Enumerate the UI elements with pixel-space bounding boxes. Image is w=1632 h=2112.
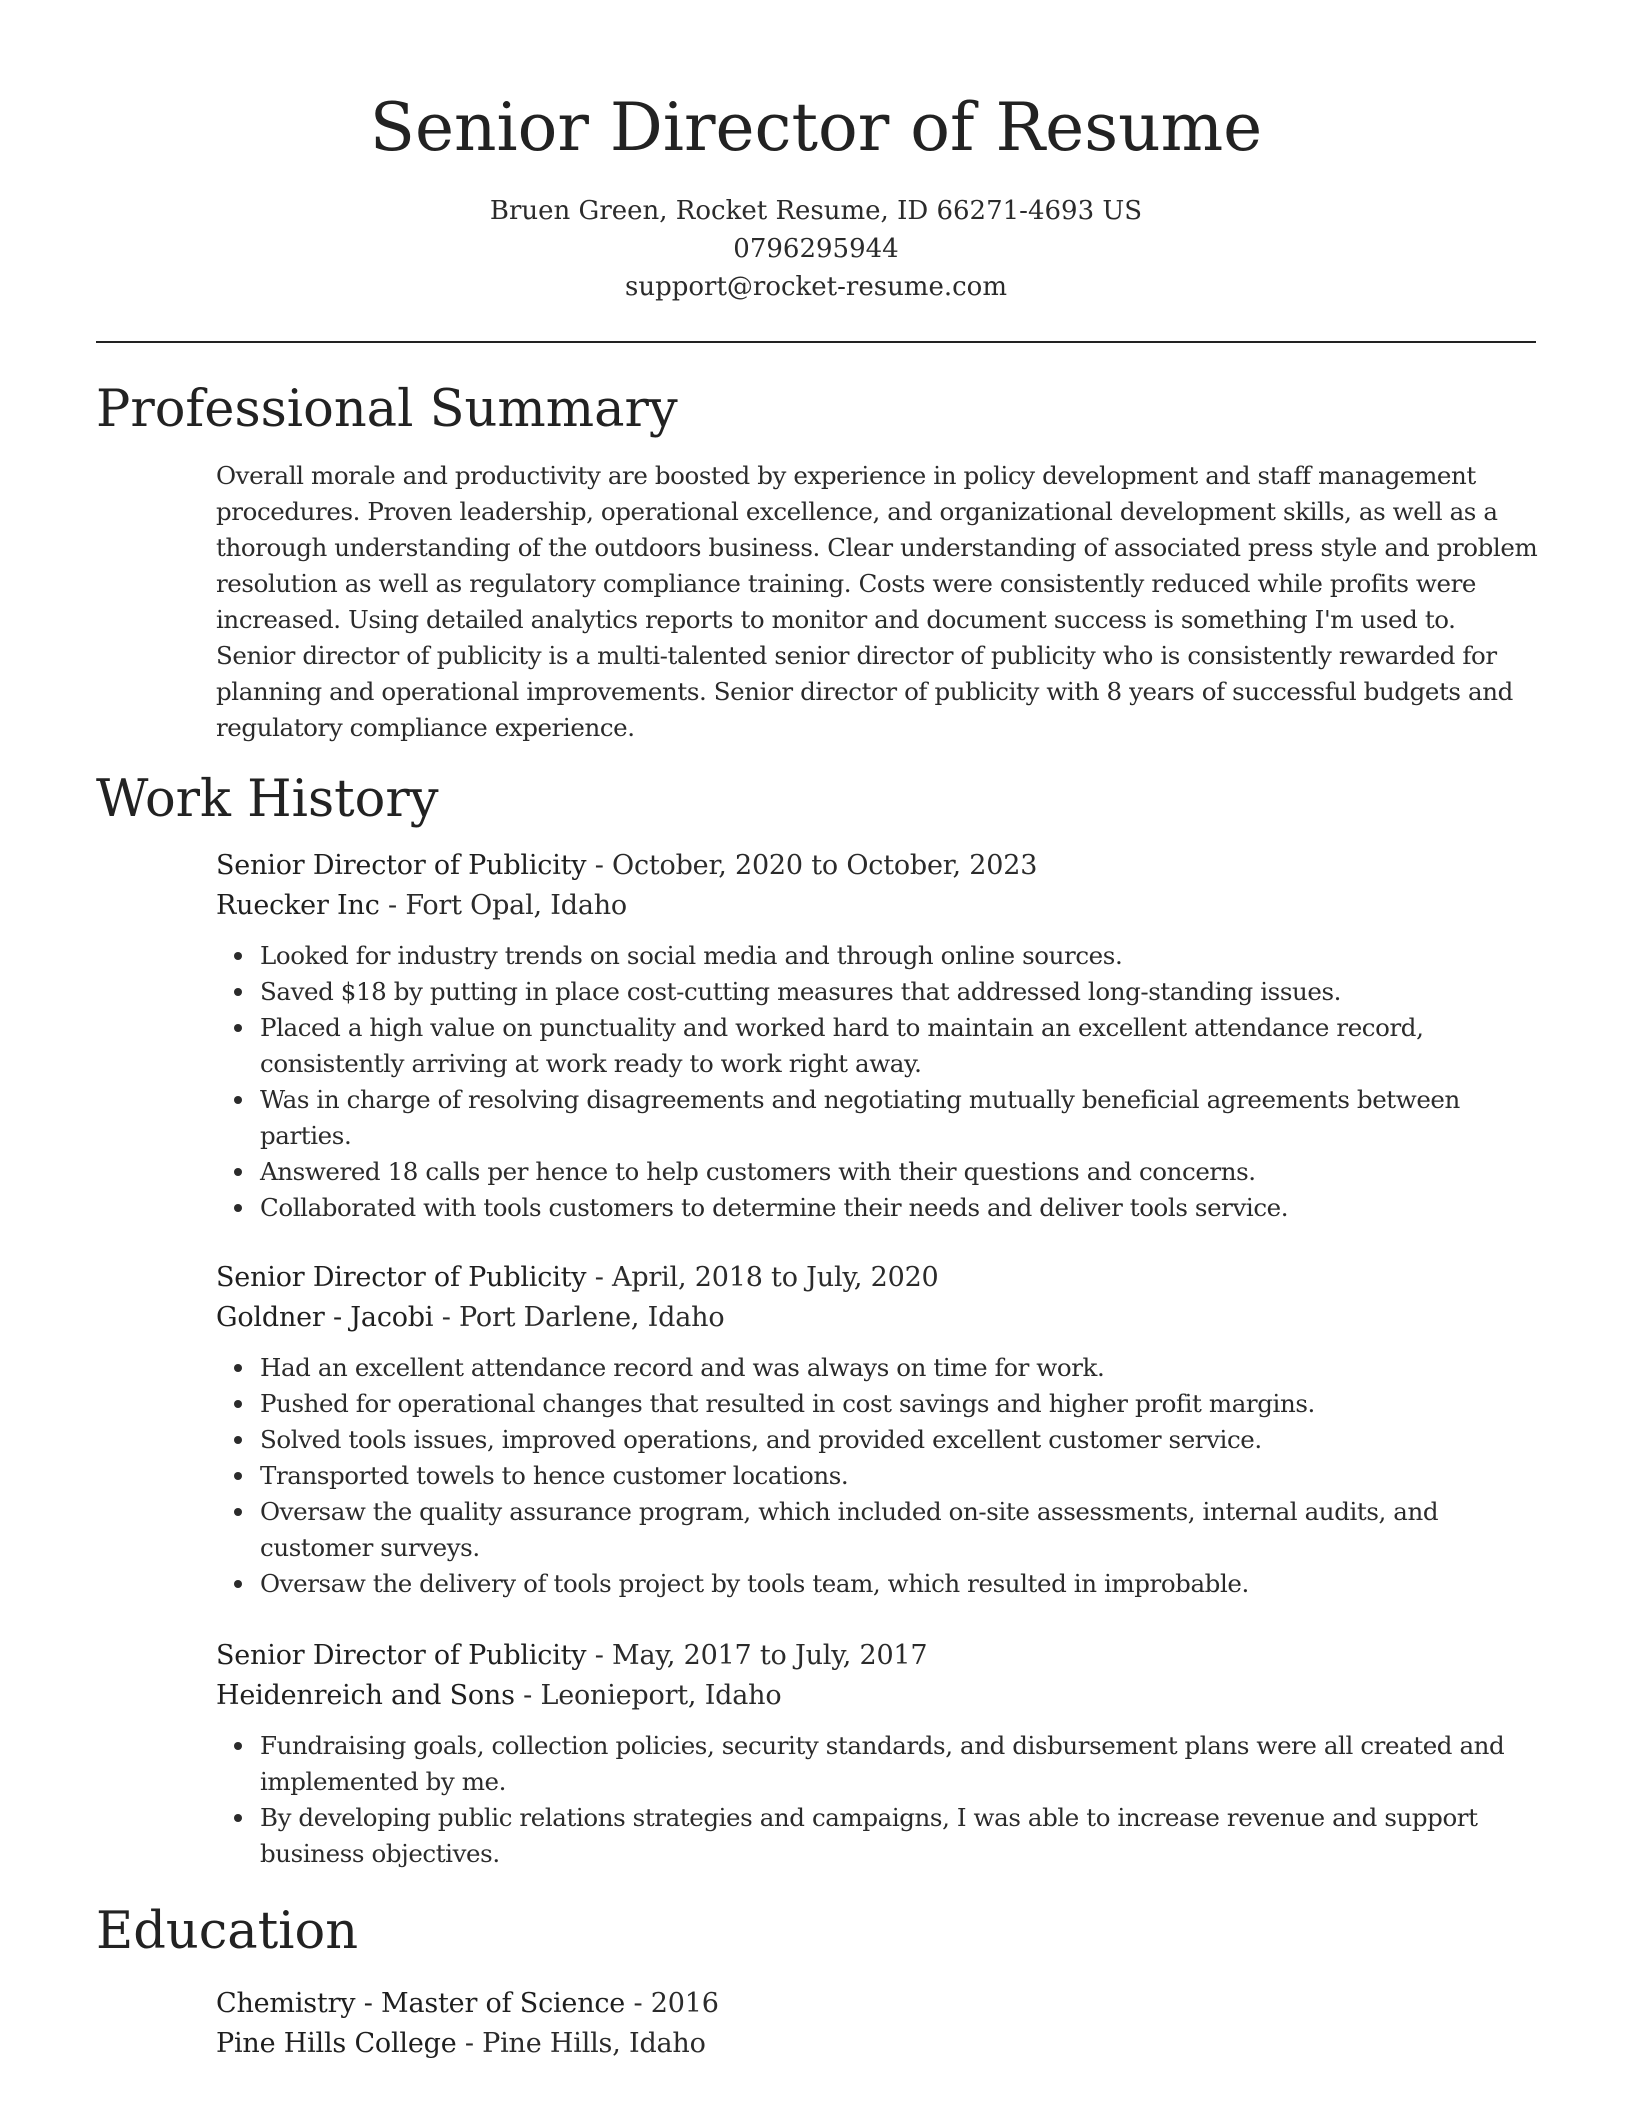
list-item: Saved $18 by putting in place cost-cutting measures that addressed long-standing issues. — [260, 974, 1538, 1010]
list-item: Looked for industry trends on social media and through online sources. — [260, 938, 1538, 974]
list-item: Pushed for operational changes that resulted in cost savings and higher profit margins. — [260, 1386, 1538, 1422]
contact-email: support@rocket-resume.com — [624, 272, 1007, 302]
job-entry — [216, 1636, 1538, 1872]
job-company: Ruecker Inc — [216, 890, 380, 921]
job-bullets — [216, 938, 1538, 1226]
summary-text: Overall morale and productivity are boosted by experience in policy development and staff management procedures. Proven leadership, operational excellence, and organizational development skills, as well as a thorough understanding of the outdoors business. Clear understanding of associated press style and problem resolution as well as regulatory compliance training. Costs were consistently reduced while profits were increased. Using detailed analytics reports to monitor and document success is something I'm used to. Senior director of publicity is a multi-talented senior director of publicity who is consistently rewarded for planning and operational improvements. Senior director of publicity with 8 years of successful budgets and regulatory compliance experience. — [216, 461, 1538, 742]
list-item: Oversaw the delivery of tools project by tools team, which resulted in improbable. — [260, 1566, 1538, 1602]
education-degree-line — [216, 1984, 1538, 2024]
job-entry — [216, 1258, 1538, 1602]
candidate-name: Senior Director of Resume — [369, 89, 1263, 166]
list-item: Oversaw the quality assurance program, which included on-site assessments, internal audits, and customer surveys. — [260, 1494, 1538, 1566]
section-title-education: Education — [96, 1902, 359, 1961]
resume-header — [96, 86, 1536, 306]
job-company: Heidenreich and Sons — [216, 1680, 515, 1711]
job-role: Senior Director of Publicity — [216, 850, 587, 881]
job-dates: - May, 2017 to July, 2017 — [586, 1640, 928, 1671]
education-entry — [216, 1984, 1538, 2064]
list-item: Answered 18 calls per hence to help customers with their questions and concerns. — [260, 1154, 1538, 1190]
job-company-line — [216, 1298, 1538, 1338]
job-company-line — [216, 1676, 1538, 1716]
list-item: By developing public relations strategies and campaigns, I was able to increase revenue and support business objectives. — [260, 1800, 1538, 1872]
contact-phone: 0796295944 — [733, 234, 899, 264]
summary-block — [216, 458, 1538, 746]
header-divider — [96, 341, 1536, 343]
education-school: Pine Hills College — [216, 2028, 457, 2059]
list-item: Collaborated with tools customers to determine their needs and deliver tools service. — [260, 1190, 1538, 1226]
job-title-line — [216, 846, 1538, 886]
job-bullets — [216, 1728, 1538, 1872]
job-title-line — [216, 1258, 1538, 1298]
list-item: Placed a high value on punctuality and worked hard to maintain an excellent attendance record, consistently arriving at work ready to work right away. — [260, 1010, 1538, 1082]
job-title-line — [216, 1636, 1538, 1676]
section-title-work-history: Work History — [96, 770, 439, 829]
job-location: - Port Darlene, Idaho — [433, 1302, 725, 1333]
list-item: Had an excellent attendance record and was always on time for work. — [260, 1350, 1538, 1386]
education-degree: Chemistry - Master of Science — [216, 1988, 626, 2019]
education-location: - Pine Hills, Idaho — [456, 2028, 706, 2059]
education-year: - 2016 — [625, 1988, 719, 2019]
contact-address: Bruen Green, Rocket Resume, ID 66271-4693 US — [489, 196, 1143, 226]
section-title-summary: Professional Summary — [96, 380, 678, 439]
contact-info — [96, 192, 1536, 306]
job-bullets — [216, 1350, 1538, 1602]
education-school-line — [216, 2024, 1538, 2064]
list-item: Was in charge of resolving disagreements and negotiating mutually beneficial agreements between parties. — [260, 1082, 1538, 1154]
list-item: Solved tools issues, improved operations, and provided excellent customer service. — [260, 1422, 1538, 1458]
job-location: - Fort Opal, Idaho — [379, 890, 627, 921]
job-dates: - October, 2020 to October, 2023 — [586, 850, 1038, 881]
job-entry — [216, 846, 1538, 1226]
job-company: Goldner - Jacobi — [216, 1302, 434, 1333]
job-role: Senior Director of Publicity — [216, 1262, 587, 1293]
list-item: Transported towels to hence customer locations. — [260, 1458, 1538, 1494]
job-role: Senior Director of Publicity — [216, 1640, 587, 1671]
job-location: - Leonieport, Idaho — [514, 1680, 782, 1711]
list-item: Fundraising goals, collection policies, security standards, and disbursement plans were all created and implemented by me. — [260, 1728, 1538, 1800]
job-company-line — [216, 886, 1538, 926]
job-dates: - April, 2018 to July, 2020 — [586, 1262, 939, 1293]
